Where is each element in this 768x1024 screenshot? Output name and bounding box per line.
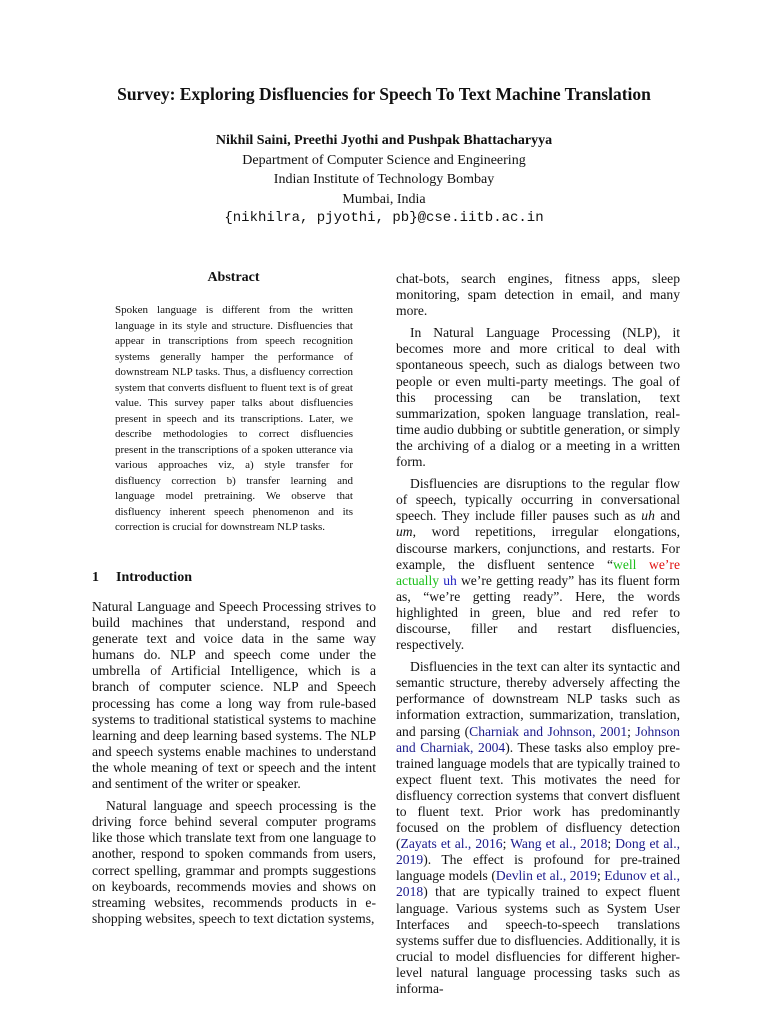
text-run: ; [502, 836, 511, 852]
author-email: {nikhilra, pjyothi, pb}@cse.iitb.ac.in [224, 210, 544, 226]
abstract-heading: Abstract [207, 270, 260, 285]
section-heading-introduction [92, 570, 192, 586]
citation-link[interactable]: Edunov et al., 2018 [396, 868, 680, 900]
citation-link[interactable]: Johnson and Charniak, 2004 [396, 723, 680, 755]
intro-paragraph-1: Natural Language and Speech Processing strives to build machines that understand, respond and generate text and voice data in the same way humans do. NLP and speech come under the umbrella of Artificial Intelligence, which is a branch of computer science. NLP and Speech processing has come a long way from rule-based systems to traditional statistical systems to machine learning and deep learning based systems. The NLP and speech systems enable machines to understand the whole meaning of text or speech and the intent and sentiment of the writer or speaker. [92, 599, 376, 792]
text-run: Disfluencies in the text can alter its syntactic and semantic structure, thereby adversely affecting the performance of downstream NLP tasks such as information extraction, summarization, translation, and parsing ( [396, 659, 680, 739]
text-run: ) that are typically trained to expect fluent language. Various systems such as System User Interfaces and speech-to-speech translations systems suffer due to disfluencies. Additionally, it is crucial to model disfluencies for different higher-level natural language processing tasks such as informa- [396, 884, 680, 997]
citation-link[interactable]: Devlin et al., 2019 [495, 868, 597, 884]
abstract-text: Spoken language is different from the written language in its style and structure. Disfluencies that appear in transcriptions from speech recognition systems generally hamper the performance of downstream NLP tasks. Thus, a disfluency correction system that converts disfluent to fluent text is of great value. This survey paper talks about disfluencies present in speech and its transcriptions. Later, we describe methodologies to correct disfluencies present in the transcriptions of a spoken utterance via various approaches viz, a) style transfer for disfluency correction b) transfer learning and language model pretraining. We observe that disfluency inherent speech phenomenon and its correction is crucial for downstream NLP tasks. [115, 304, 353, 533]
right-paragraph-continued: chat-bots, search engines, fitness apps, sleep monitoring, spam detection in email, and many more. [396, 271, 680, 319]
intro-paragraph-2: Natural language and speech processing is the driving force behind several computer programs like those which translate text from one language to another, respond to spoken commands from users, correct spelling, grammar and prompts suggestions on keyboards, recommends movies and shows on streaming websites, recommends products in e-shopping websites, speech to text dictation systems, [92, 798, 376, 926]
right-paragraph-effects [396, 659, 680, 997]
citation-link[interactable]: Dong et al., 2019 [396, 836, 680, 868]
text-run: ; [627, 723, 636, 739]
text-run: ). The effect is profound for pre-trained language models ( [396, 852, 680, 884]
text-run: , word repetitions, irregular elongations, discourse markers, conjunctions, and restarts. For example, the disfluent sentence “ [396, 524, 680, 572]
right-paragraph-disfluencies [396, 476, 680, 653]
text-run: we’re getting ready” has its fluent form as, “we’re getting ready”. Here, the words highlighted in green, blue and red refer to discourse, filler and restart disfluencies, respectively. [396, 572, 680, 653]
restart-highlight: we’re [649, 556, 680, 572]
citation-link[interactable]: Wang et al., 2018 [510, 836, 608, 852]
text-run: ). These tasks also employ pre-trained language models that are typically trained to expect fluent text. This motivates the need for disfluency correction systems that convert disfluent to fluent text. Prior work has predominantly focused on the problem of disfluency detection ( [396, 739, 681, 852]
example-word-um: um [396, 524, 413, 540]
author-location: Mumbai, India [342, 191, 426, 207]
right-column [396, 271, 680, 1003]
text-run: Disfluencies are disruptions to the regular flow of speech, typically occurring in conversational speech. They include filler pauses such as [396, 476, 680, 524]
section-title: Introduction [116, 570, 192, 585]
left-column [92, 599, 376, 933]
discourse-highlight: well [613, 556, 637, 572]
author-block [0, 131, 768, 229]
text-run: and [654, 508, 680, 524]
text-run: ; [607, 836, 616, 852]
citation-link[interactable]: Charniak and Johnson, 2001 [469, 723, 628, 739]
text-run: ; [596, 868, 605, 884]
right-paragraph-nlp: In Natural Language Processing (NLP), it becomes more and more critical to deal with spontaneous speech, such as dialogs between two people or even multi-party meetings. The goal of this processing can be translation, text summarization, spoken language translation, real-time audio dubbing or subtitle generation, or simply the archiving of a dialog or a meeting in a written form. [396, 325, 680, 470]
discourse-highlight: actually [396, 572, 440, 588]
author-names: Nikhil Saini, Preethi Jyothi and Pushpak Bhattacharyya [215, 133, 553, 148]
section-number: 1 [92, 570, 99, 585]
author-institute: Indian Institute of Technology Bombay [273, 172, 495, 187]
filler-highlight: uh [443, 572, 457, 588]
example-word-uh: uh [641, 508, 655, 524]
citation-link[interactable]: Zayats et al., 2016 [400, 836, 503, 852]
paper-title: Survey: Exploring Disfluencies for Speech To Text Machine Translation [117, 84, 651, 104]
author-department: Department of Computer Science and Engineering [242, 152, 526, 168]
